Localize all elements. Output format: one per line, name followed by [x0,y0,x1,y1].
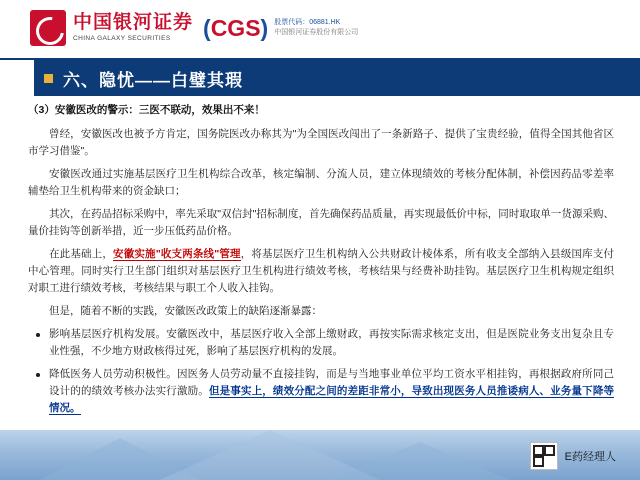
paragraph-1: 曾经，安徽医改也被予方肯定，国务院医改办称其为"为全国医改闯出了一条新路子、提供了宝贵经验，值得全国其他省区市学习借鉴"。 [28,128,614,157]
title-accent-block [0,60,34,96]
list-item: 影响基层医疗机构发展。安徽医改中，基层医疗收入全部上缴财政，再按实际需求核定支出，但是医院业务支出复杂且专业性强，不少地方财政核得过死，影响了基层医疗机构的发展。 [28,326,614,360]
account-name: E药经理人 [564,451,616,463]
slide-header [0,0,640,60]
slide-title-bar [0,60,640,96]
list-item [28,366,614,417]
company-subtitle [274,18,358,38]
paragraph-4-pre: 在此基础上， [49,248,114,260]
company-full-name: 中国银河证券股份有限公司 [274,29,359,36]
paragraph-4-highlight: 安徽实施"收支两条线"管理 [113,248,241,260]
company-abbr [203,15,268,42]
paragraph-2: 安徽医改通过实施基层医疗卫生机构综合改革，核定编制、分流人员，建立体现绩效的考核分配体制，补偿因药品零差率辅垫给卫生机构带来的资金缺口； [28,168,614,197]
mountain-shape [330,442,510,480]
abbr-paren-close: ) [260,14,269,41]
slide-body [0,96,640,430]
bullet-list [28,326,614,417]
company-name-cn: 中国银河证券 [73,11,194,33]
paragraph-3: 其次，在药品招标采购中，率先采取"双信封"招标制度，首先确保药品质量，再实现最低价中标，同时取取单一货源采购、量价挂钩等创新举措，近一步压低药品价格。 [28,208,614,237]
galaxy-logo-icon [30,10,66,46]
list-item-pre: 降低医务人员劳动积极性。因医务人员劳动量不直接挂钩，而是与当地事业单位平均工资水平相挂钩，再根据政府所同己设计的的绩效考核办法实行激励。 [49,368,614,397]
content-block [28,102,614,423]
wechat-account-block [530,442,616,470]
title-bullet-icon [44,74,53,83]
stock-code: 股票代码：06881.HK [274,19,341,26]
paragraph-4 [28,246,614,297]
page-title: 六、隐忧——白璧其瑕 [63,70,243,90]
company-logo [30,10,358,46]
paragraph-4-post: ，将基层医疗卫生机构纳入公共财政计棱体系，所有收支全部纳入县级国库支付中心管理。同时实行卫生部门组织对基层医疗卫生机构进行绩效考核，考核结果与经费补助挂钩。基层医疗卫生机构规定组织对职工进行绩效考核，考核结果与职工个人收入挂钩。 [28,248,614,294]
abbr-paren-open: ( [203,14,211,41]
abbr-text: CGS [210,14,261,41]
company-name-en: CHINA GALAXY SECURITIES [73,34,171,42]
list-item-highlight: 但是事实上，绩效分配之间的差距非常小，导致出现医务人员推诿病人、业务量下降等情况。 [49,385,614,414]
slide-footer [0,430,640,480]
content-heading: （3）安徽医改的警示：三医不联动，效果出不来！ [28,104,265,116]
paragraph-5: 但是，随着不断的实践，安徽医改政策上的缺陷逐渐暴露： [49,305,322,317]
qr-code-icon [530,442,558,470]
qr-finder-icon [533,456,544,467]
